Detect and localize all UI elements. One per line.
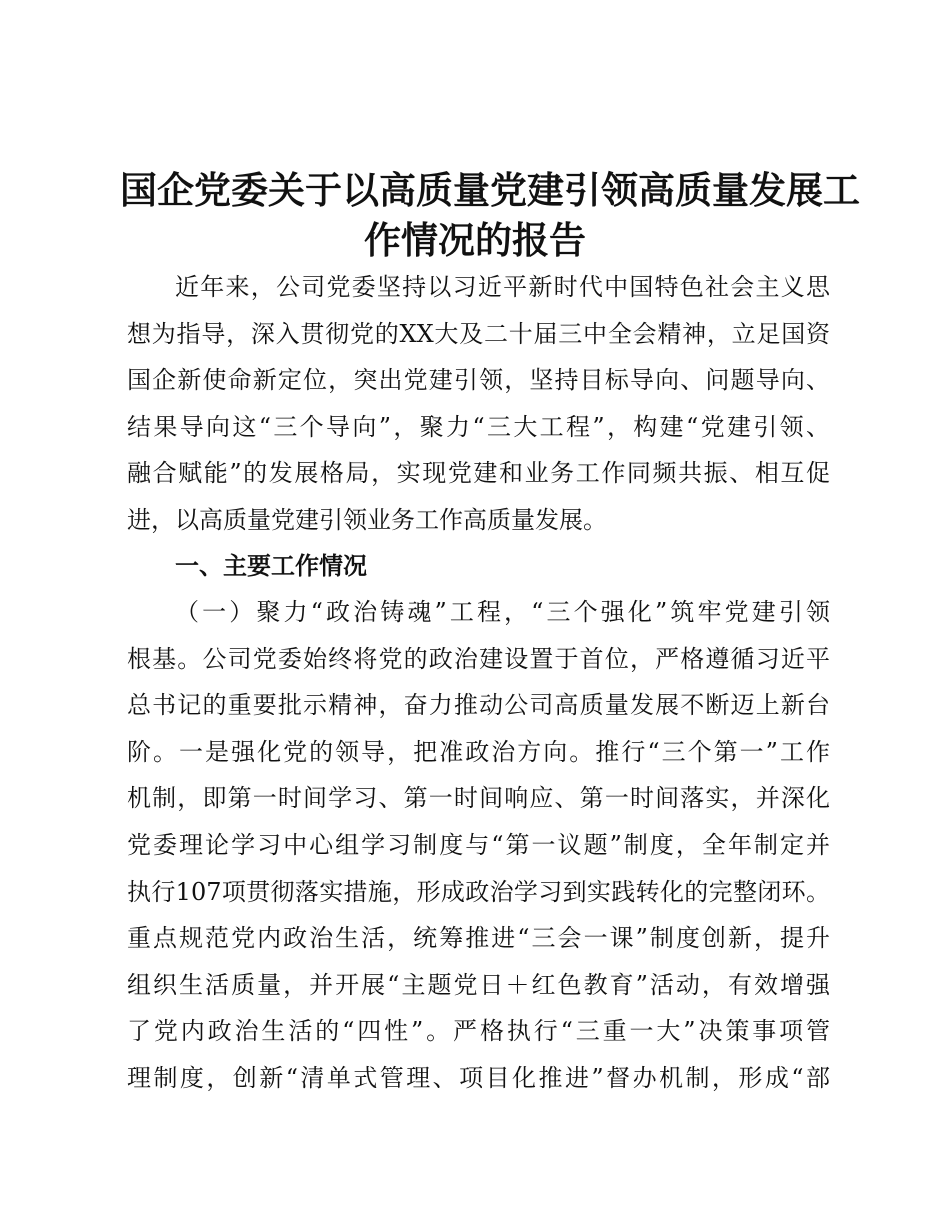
intro-paragraph-line: 融合赋能”的发展格局，实现党建和业务工作同频共振、相互促 bbox=[127, 459, 830, 488]
section1-paragraph-line: 机制，即第一时间学习、第一时间响应、第一时间落实，并深化 bbox=[127, 784, 830, 813]
section1-paragraph-line: 组织生活质量，并开展“主题党日＋红色教育”活动，有效增强 bbox=[127, 970, 830, 999]
section1-paragraph-line: 执行107项贯彻落实措施，形成政治学习到实践转化的完整闭环。 bbox=[127, 877, 830, 906]
section-heading: 一、主要工作情况 bbox=[175, 551, 367, 580]
document-title-line-1: 国企党委关于以高质量党建引领高质量发展工 bbox=[120, 168, 860, 212]
intro-paragraph-line: 想为指导，深入贯彻党的XX大及二十届三中全会精神，立足国资 bbox=[127, 319, 830, 348]
section1-paragraph-line: 根基。公司党委始终将党的政治建设置于首位，严格遵循习近平 bbox=[127, 644, 830, 673]
intro-paragraph-line: 近年来，公司党委坚持以习近平新时代中国特色社会主义思 bbox=[175, 273, 830, 301]
section1-paragraph-line: 重点规范党内政治生活，统筹推进“三会一课”制度创新，提升 bbox=[127, 924, 830, 953]
section1-paragraph-line: （一）聚力“政治铸魂”工程，“三个强化”筑牢党建引领 bbox=[175, 598, 830, 626]
intro-paragraph-line: 国企新使命新定位，突出党建引领，坚持目标导向、问题导向、 bbox=[127, 366, 830, 395]
document-title-line-2: 作情况的报告 bbox=[364, 218, 586, 262]
intro-paragraph-line: 进，以高质量党建引领业务工作高质量发展。 bbox=[127, 506, 607, 534]
section1-paragraph-line: 了党内政治生活的“四性”。严格执行“三重一大”决策事项管 bbox=[127, 1017, 830, 1046]
section1-paragraph-line: 党委理论学习中心组学习制度与“第一议题”制度，全年制定并 bbox=[127, 831, 830, 859]
section1-paragraph-line: 总书记的重要批示精神，奋力推动公司高质量发展不断迈上新台 bbox=[127, 691, 830, 720]
intro-paragraph-line: 结果导向这“三个导向”，聚力“三大工程”，构建“党建引领、 bbox=[127, 412, 830, 441]
section1-paragraph-line: 阶。一是强化党的领导，把准政治方向。推行“三个第一”工作 bbox=[127, 737, 830, 766]
section1-paragraph-line: 理制度，创新“清单式管理、项目化推进”督办机制，形成“部 bbox=[127, 1064, 830, 1092]
